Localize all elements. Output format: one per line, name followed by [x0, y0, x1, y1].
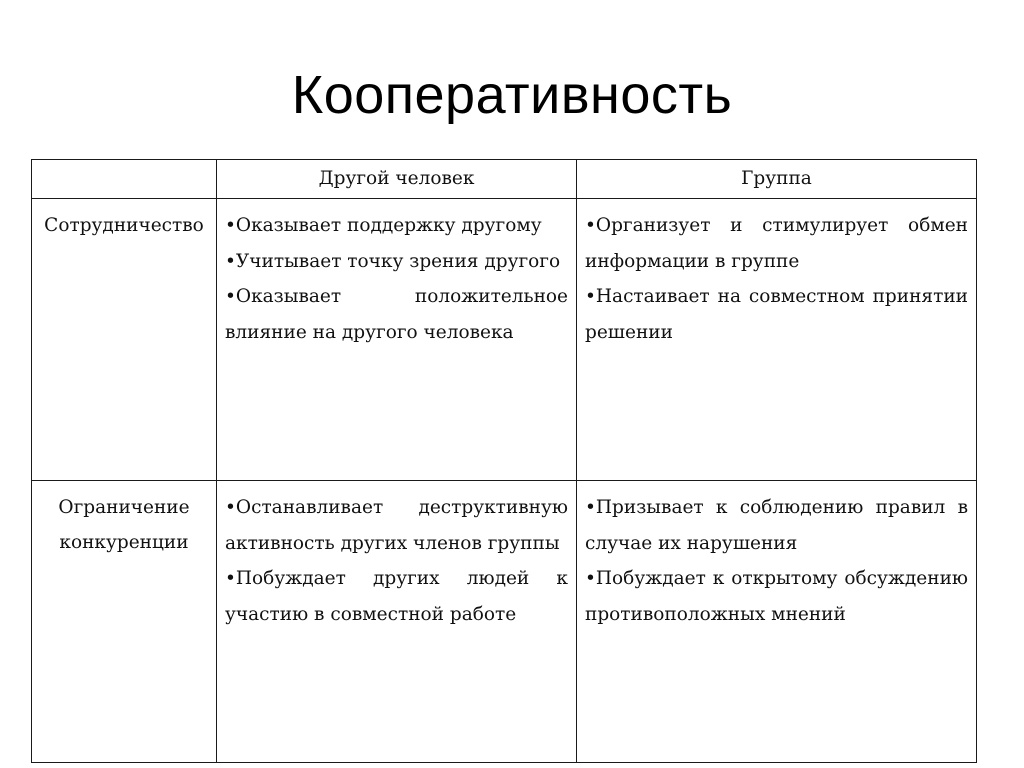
list-item: •Настаивает на совместном принятии решении [585, 286, 968, 343]
table-header-row [32, 160, 977, 199]
list-item: •Призывает к соблюдению правил в случае их нарушения [585, 497, 968, 554]
cell-competition-group [577, 481, 977, 763]
row-label-line: Сотрудничество [44, 215, 204, 236]
header-cell-group: Группа [577, 160, 977, 199]
header-cell-empty [32, 160, 217, 199]
row-label-line: конкуренции [59, 532, 189, 553]
list-item: •Побуждает других людей к участию в совместной работе [225, 568, 568, 625]
list-item: •Оказывает поддержку другому [225, 215, 542, 236]
table-row-cooperation [32, 199, 977, 481]
row-label-cooperation [32, 199, 217, 481]
cell-competition-other-person [217, 481, 577, 763]
slide-title: Кооперативность [291, 65, 733, 125]
cell-cooperation-other-person [217, 199, 577, 481]
cell-cooperation-group [577, 199, 977, 481]
list-item: •Побуждает к открытому обсуждению противоположных мнений [585, 568, 968, 625]
header-cell-other-person: Другой человек [217, 160, 577, 199]
list-item: •Организует и стимулирует обмен информации в группе [585, 215, 968, 272]
list-item: •Останавливает деструктивную активность других членов группы [225, 497, 568, 554]
cooperativeness-table [31, 159, 977, 763]
row-label-line: Ограничение [58, 497, 190, 518]
list-item: •Учитывает точку зрения другого [225, 250, 561, 272]
list-item: •Оказывает положительное влияние на другого человека [225, 286, 568, 343]
table-row-competition-limit [32, 481, 977, 763]
row-label-competition-limit [32, 481, 217, 763]
